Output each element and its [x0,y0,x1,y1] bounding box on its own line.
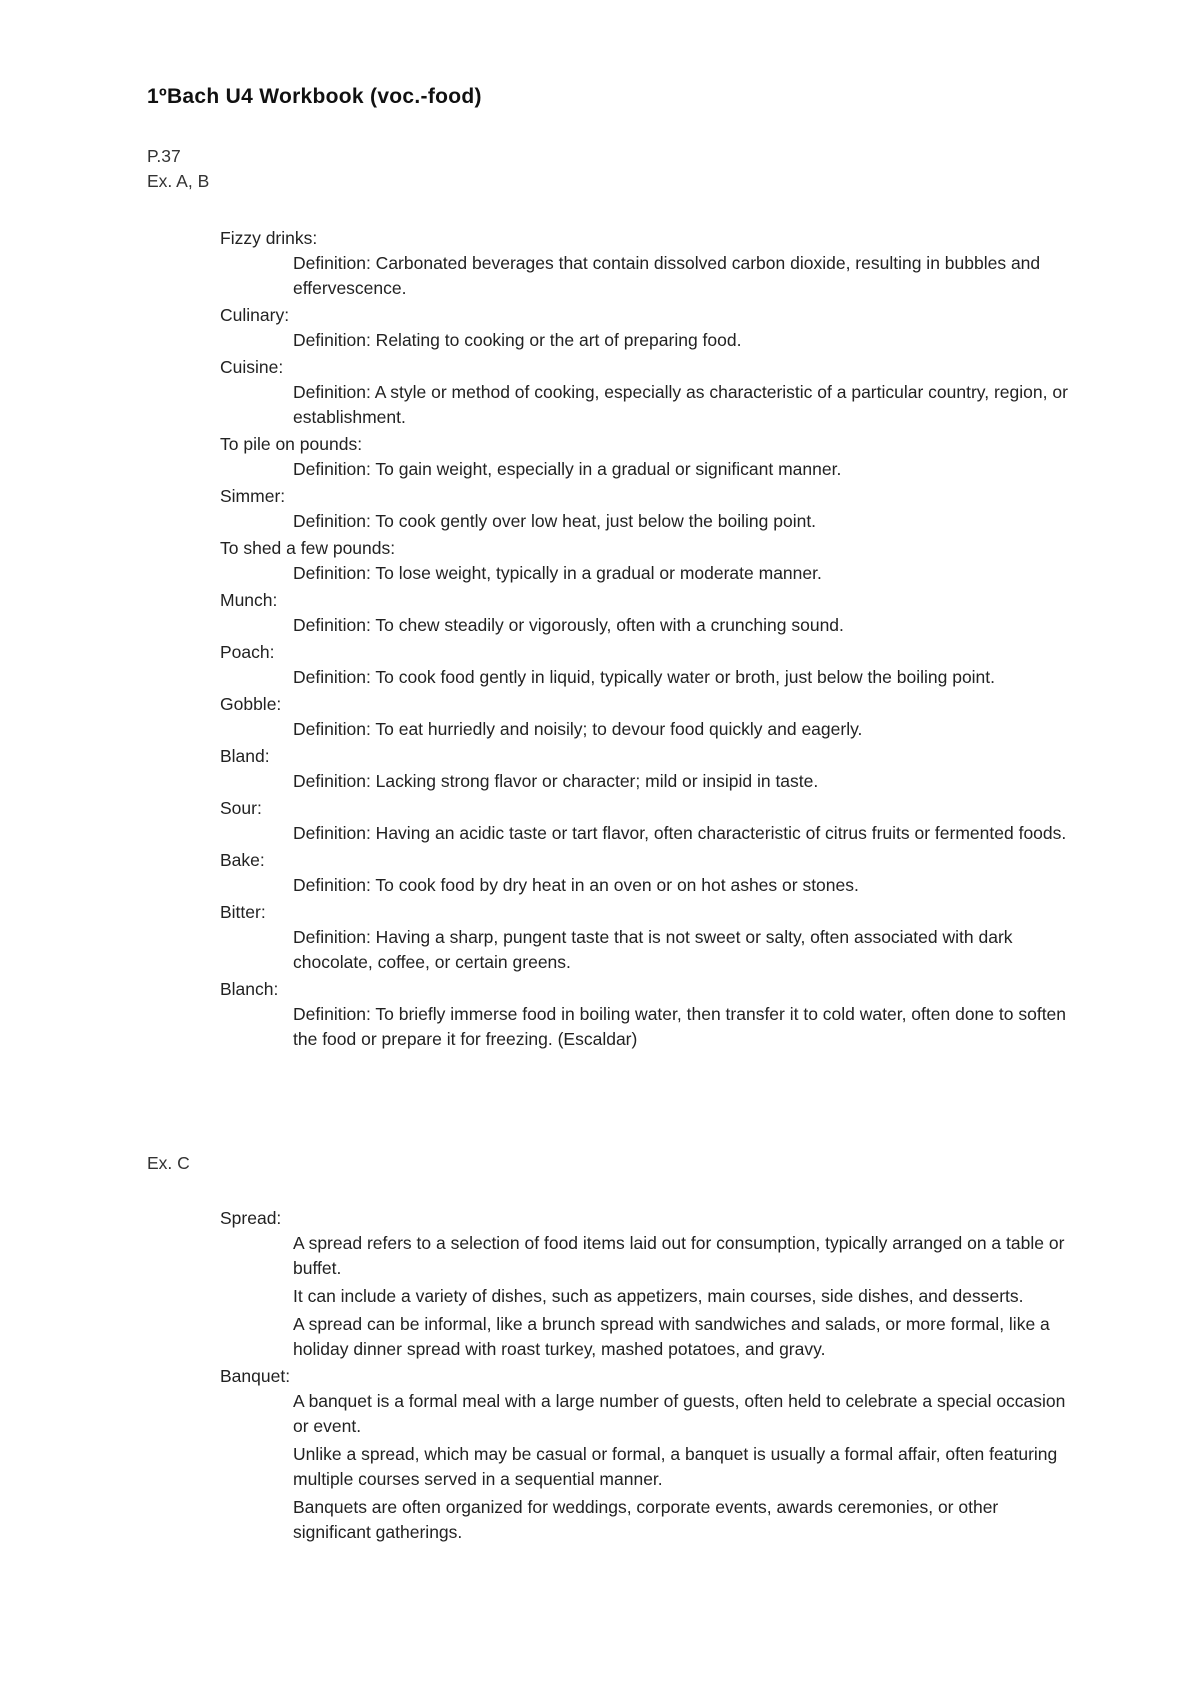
vocab-definition: Definition: Carbonated beverages that contain dissolved carbon dioxide, resulting in bubbles and effervescence. [293,253,1041,298]
vocab-term: To pile on pounds: [220,434,363,454]
vocab-entry [220,848,1080,898]
vocab-term: Bake: [220,850,265,870]
vocab-definition: Definition: To cook food gently in liquid, typically water or broth, just below the boiling point. [293,667,996,687]
vocab-point: A banquet is a formal meal with a large number of guests, often held to celebrate a special occasion or event. [293,1391,1066,1436]
vocab-term: Banquet: [220,1366,291,1386]
vocab-term: Bland: [220,746,270,766]
vocab-definition: Definition: To gain weight, especially in a gradual or significant manner. [293,459,842,479]
vocab-definition: Definition: Having a sharp, pungent taste that is not sweet or salty, often associated with dark chocolate, coffee, or certain greens. [293,927,1013,972]
vocab-entry [220,588,1080,638]
vocab-term: Poach: [220,642,275,662]
vocab-term: Gobble: [220,694,282,714]
vocab-term: Blanch: [220,979,279,999]
vocab-term: Spread: [220,1208,282,1228]
vocab-entry [220,303,1080,353]
vocab-point: Banquets are often organized for weddings, corporate events, awards ceremonies, or other significant gatherings. [293,1497,999,1542]
vocab-term: Cuisine: [220,357,284,377]
vocab-entry [220,484,1080,534]
vocab-entry [220,796,1080,846]
vocab-definition: Definition: To briefly immerse food in boiling water, then transfer it to cold water, often done to soften the food or prepare it for freezing. (Escaldar) [293,1004,1067,1049]
vocab-definition: Definition: To eat hurriedly and noisily; to devour food quickly and eagerly. [293,719,863,739]
vocab-entry [220,900,1080,975]
vocab-point: A spread refers to a selection of food items laid out for consumption, typically arranged on a table or buffet. [293,1233,1065,1278]
vocab-term: To shed a few pounds: [220,538,396,558]
vocab-entry [220,536,1080,586]
exercise-c-label: Ex. C [147,1153,190,1173]
vocab-entry [220,1206,1080,1362]
vocab-definition: Definition: A style or method of cooking, especially as characteristic of a particular country, region, or establishment. [293,382,1068,427]
vocab-entry [220,432,1080,482]
vocab-definition: Definition: Having an acidic taste or tart flavor, often characteristic of citrus fruits or fermented foods. [293,823,1067,843]
vocab-definition: Definition: To chew steadily or vigorously, often with a crunching sound. [293,615,844,635]
vocab-term: Sour: [220,798,262,818]
vocab-definition: Definition: To lose weight, typically in a gradual or moderate manner. [293,563,822,583]
exercise-ab-list [220,226,1080,1054]
exercise-c-list [220,1206,1080,1547]
vocab-definition: Definition: To cook food by dry heat in an oven or on hot ashes or stones. [293,875,859,895]
vocab-term: Bitter: [220,902,266,922]
vocab-definition: Definition: Lacking strong flavor or character; mild or insipid in taste. [293,771,819,791]
vocab-point: Unlike a spread, which may be casual or formal, a banquet is usually a formal affair, often featuring multiple courses served in a sequential manner. [293,1444,1058,1489]
vocab-term: Culinary: [220,305,290,325]
vocab-entry [220,640,1080,690]
vocab-point: A spread can be informal, like a brunch spread with sandwiches and salads, or more formal, like a holiday dinner spread with roast turkey, mashed potatoes, and gravy. [293,1314,1050,1359]
vocab-definition: Definition: To cook gently over low heat, just below the boiling point. [293,511,817,531]
vocab-term: Munch: [220,590,278,610]
vocab-entry [220,355,1080,430]
vocab-entry [220,692,1080,742]
vocab-entry [220,744,1080,794]
vocab-term: Fizzy drinks: [220,228,318,248]
vocab-entry [220,1364,1080,1545]
exercise-ab-label: Ex. A, B [147,171,210,191]
vocab-entry [220,977,1080,1052]
page-reference: P.37 [147,146,181,166]
vocab-entry [220,226,1080,301]
vocab-definition: Definition: Relating to cooking or the art of preparing food. [293,330,742,350]
page-title: 1ºBach U4 Workbook (voc.-food) [147,85,482,108]
vocab-term: Simmer: [220,486,286,506]
vocab-point: It can include a variety of dishes, such as appetizers, main courses, side dishes, and desserts. [293,1286,1024,1306]
